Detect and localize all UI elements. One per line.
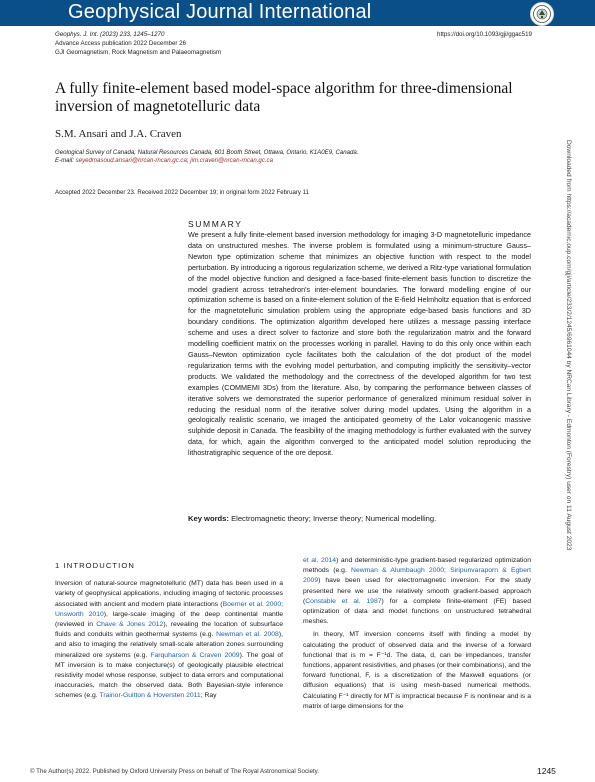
email-link-2[interactable]: jim.craven@nrcan-rncan.gc.ca	[190, 157, 273, 164]
citation-link[interactable]: Chave & Jones 2012	[96, 621, 164, 629]
email-label: E-mail:	[55, 157, 74, 164]
citation-link[interactable]: Constable et al. 1987	[305, 597, 382, 605]
affiliation: Geological Survey of Canada, Natural Resources Canada, 601 Booth Street, Ottawa, Ontario, K1A0E9, Canada.	[55, 149, 359, 156]
citation-link[interactable]: Siripunvaraporn & Egbert 2009	[303, 567, 531, 585]
citation-link[interactable]: Farquharson & Craven 2009	[150, 651, 240, 659]
citation-link[interactable]: Trainor-Guitton & Hoversten 2011	[99, 692, 201, 700]
advance-access: Advance Access publication 2022 December 26	[55, 40, 187, 47]
body-text: ), large-scale imaging of the deep continental mantle (reviewed in	[55, 610, 283, 629]
citation-link[interactable]: et al. 2014	[303, 557, 337, 564]
article-title: A fully finite-element based model-space algorithm for three-dimensional inversion of magnetotelluric data	[55, 80, 513, 115]
body-text: ;	[281, 600, 283, 608]
keywords-text: Electromagnetic theory; Inverse theory; Numerical modelling.	[231, 514, 437, 523]
section-label: GJI Geomagnetism, Rock Magnetism and Palaeomagnetism	[55, 49, 222, 56]
intro-paragraph-2	[303, 556, 531, 627]
keywords-label: Key words:	[188, 514, 229, 523]
intro-column-left	[55, 561, 283, 702]
email-separator: ;	[186, 157, 191, 164]
email-link-1[interactable]: seyedmasoud.ansari@nrcan-rncan.gc.ca	[75, 157, 187, 164]
keywords	[188, 514, 436, 523]
doi-link[interactable]: https://doi.org/10.1093/gji/ggac519	[437, 31, 532, 38]
journal-banner	[0, 0, 595, 26]
intro-paragraph-1	[55, 579, 283, 701]
journal-name: Geophysical Journal International	[68, 1, 372, 23]
body-text: ). The goal of MT inversion is to make conjecture(s) of geologically plausible electrical resistivity model whose response, subject to data errors and computational inaccuracies, match the observed data. Both Bayesian-style inference schemes (e.g.	[55, 651, 283, 700]
intro-heading: 1 INTRODUCTION	[55, 561, 135, 570]
authors: S.M. Ansari and J.A. Craven	[55, 128, 182, 140]
citation: Geophys. J. Int. (2023) 233, 1245–1270	[55, 31, 165, 38]
body-text: ) have been used for electromagnetic inversion. For the study presented here we use the relatively smooth gradient-based approach (	[303, 577, 531, 605]
email-line	[55, 157, 273, 164]
summary-text: We present a fully finite-element based inversion methodology for imaging 3-D magnetotelluric impedance data on unstructured meshes. The inverse problem is formulated using a minimum-structure Gauss–Newton type optimization scheme that minimizes an objective function with respect to the model perturbation. By introducing a rigorous regularization scheme, we derived a Ritz-type variational formulation of the model objective function and designed a face-based finite-element basis function to discretize the model gradient across tetrahedron's inter-element boundaries. The forward modelling engine of our optimization scheme is based on a finite-element solution of the E-field Helmholtz equation that is enforced for the magnetotelluric simulation problem using the appropriate edge-based basis functions and 3D boundary conditions. The optimization algorithm developed here utilizes a message passing interface scheme and uses a direct solver to factorize and store both the regularization matrix and the forward modelling coefficient matrix on the processes working in parallel. Having to do this only once within each Gauss–Newton optimization cycle facilitates both the calculation of the dot product of the model regularization terms with the evolving model perturbation, and computing implicitly the sensitivity–vector products. We validated the methodology and the correctness of the developed algorithm for two test examples (COMMEMI 3Ds) from the literature. Also, by comparing the performance between classes of iterative solvers we demonstrated the superior performance of generalized minimum residual solver in reducing the residual norm of the iterative solver during model updates. Using the algorithm in a geologically realistic scenario, we imaged the anticipated geometry of the Lalor volcanogenic massive sulphide deposit in Canada. The feasibility of the imaging methodology is further evaluated with the survey data, for which, again the algorithm converged to the anticipated model solution reproducing the lithostratigraphic sequence of the ore deposit.	[188, 230, 531, 458]
citation-link[interactable]: Newman & Alumbaugh 2000	[351, 567, 445, 575]
copyright-footer: © The Author(s) 2022. Published by Oxford University Press on behalf of The Royal Astronomical Society.	[30, 768, 319, 775]
body-text: ), revealing the location of subsurface fluids and conduits within geothermal systems (e.g.	[55, 621, 284, 639]
page-number: 1245	[537, 766, 556, 776]
intro-paragraph-3	[303, 630, 531, 712]
ras-crest-icon	[530, 2, 554, 26]
article-dates: Accepted 2022 December 23. Received 2022 December 19; in original form 2022 February 11	[55, 189, 309, 196]
download-watermark: Downloaded from https://academic.oup.com/gji/article/233/2/1245/6961044 by NRCan Library - Edmonton (Forestry) user on 11 August 2023	[565, 140, 572, 551]
citation-link[interactable]: Newman et al. 2008	[216, 631, 279, 639]
body-text: ) and deterministic-type gradient-based regularized optimization methods (e.g.	[303, 557, 531, 575]
summary-heading: SUMMARY	[188, 219, 243, 229]
body-text: ), and also to imaging the relatively small-scale alteration zones surrounding mineralized ore systems (e.g.	[55, 631, 283, 659]
body-text: Inversion of natural-source magnetotelluric (MT) data has been used in a variety of geophysical applications, including imaging of tectonic processes associated with ancient and modern plate interactions (	[55, 580, 283, 608]
body-text: In theory, MT inversion concerns itself with finding a model by calculating the product of observed data and the inverse of a forward functional that is m = F⁻¹d. The data, d, can be impedances, transfer functions, apparent resistivities, and phases (or their combinations), and the forward functional, F, is a discretization of the Maxwell equations (or diffusion equations) that is using mesh-based numerical methods. Calculating F⁻¹ directly for MT is impractical because F is nonlinear and is a matrix of large dimensions for the	[303, 631, 531, 710]
body-text: ) for a complete finite-element (FE) based optimization of data and model functions on unstructured tetrahedral meshes.	[303, 597, 531, 626]
body-text: ; Ray	[200, 692, 217, 700]
citation-link[interactable]: Unsworth 2010	[55, 610, 104, 618]
body-text: ;	[444, 567, 451, 575]
citation-link[interactable]: Boerner et al. 2000	[222, 600, 282, 608]
intro-column-right	[303, 556, 531, 712]
